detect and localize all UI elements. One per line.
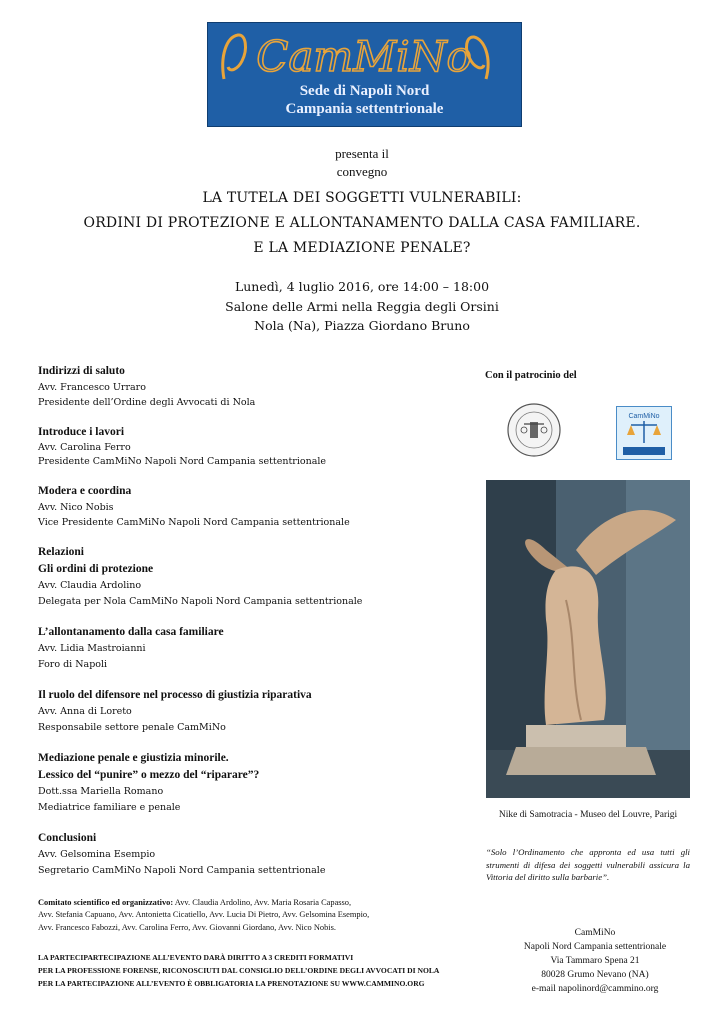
program-speaker: Dott.ssa Mariella Romano [38, 786, 164, 797]
program-heading: L’allontanamento dalla casa familiare [38, 626, 224, 638]
committee-label: Comitato scientifico ed organizzativo: [38, 898, 174, 907]
program-speaker: Avv. Lidia Mastroianni [38, 643, 146, 654]
header-banner [207, 22, 522, 127]
intro-line-2: convegno [336, 164, 388, 179]
program-speaker: Avv. Anna di Loreto [38, 706, 132, 717]
committee-members-1: Avv. Claudia Ardolino, Avv. Maria Rosaria Capasso, [174, 898, 352, 907]
title-line-1: LA TUTELA DEI SOGGETTI VULNERABILI: [202, 190, 522, 206]
program-speaker: Avv. Nico Nobis [38, 502, 114, 513]
program-speaker: Avv. Carolina Ferro [38, 442, 131, 453]
program-subheading: Lessico del “punire” o mezzo del “riparare”? [38, 769, 260, 781]
contact-org: CamMiNo [574, 928, 616, 938]
program-speaker: Avv. Francesco Urraro [38, 382, 146, 393]
cammino-logo [216, 27, 512, 85]
contact-email: e-mail napolinord@cammino.org [531, 984, 659, 994]
patronage-label: Con il patrocinio del [485, 370, 577, 381]
photo-caption: Nike di Samotracia - Museo del Louvre, Parigi [498, 810, 678, 820]
logo-text: CamMiNo [256, 32, 472, 81]
intro-line-1: presenta il [335, 146, 389, 161]
committee-members-3: Avv. Francesco Fabozzi, Avv. Carolina Ferro, Avv. Giovanni Giordano, Avv. Nico Nobis. [38, 922, 336, 932]
banner-line-1: Sede di Napoli Nord [299, 83, 430, 99]
title-line-3: E LA MEDIAZIONE PENALE? [253, 240, 471, 256]
program-role: Presidente dell’Ordine degli Avvocati di Nola [38, 397, 256, 408]
event-date: Lunedì, 4 luglio 2016, ore 14:00 – 18:00 [234, 279, 490, 294]
program-role: Delegata per Nola CamMiNo Napoli Nord Campania settentrionale [38, 596, 363, 607]
program-speaker: Avv. Claudia Ardolino [38, 580, 142, 591]
program-role: Mediatrice familiare e penale [38, 802, 181, 813]
program-role: Responsabile settore penale CamMiNo [38, 722, 226, 733]
program-role: Foro di Napoli [38, 659, 108, 670]
nike-of-samothrace-photo [486, 480, 690, 798]
program-subheading: Gli ordini di protezione [38, 563, 154, 575]
footer-credits-line-1: LA PARTECIPARTECIPAZIONE ALL’EVENTO DARÀ DIRITTO A 3 CREDITI FORMATIVI [38, 953, 354, 962]
committee-block [38, 897, 458, 934]
program-heading: Il ruolo del difensore nel processo di giustizia riparativa [38, 689, 312, 701]
program-heading: Relazioni [38, 546, 84, 558]
program-heading: Conclusioni [38, 832, 97, 844]
scales-icon [617, 407, 671, 459]
program-heading: Indirizzi di saluto [38, 365, 125, 377]
small-logo-text: CamMiNo [628, 413, 660, 420]
program-role: Presidente CamMiNo Napoli Nord Campania settentrionale [38, 456, 327, 467]
title-line-2: ORDINI DI PROTEZIONE E ALLONTANAMENTO DALLA CASA FAMILIARE. [83, 215, 641, 231]
program-role: Segretario CamMiNo Napoli Nord Campania settentrionale [38, 865, 326, 876]
program-heading: Introduce i lavori [38, 426, 125, 438]
program-role: Vice Presidente CamMiNo Napoli Nord Campania settentrionale [38, 517, 350, 528]
footer-booking-line: PER LA PARTECIPAZIONE ALL’EVENTO È OBBLIGATORIA LA PRENOTAZIONE SU WWW.CAMMINO.ORG [38, 979, 425, 988]
cammino-logo-small [616, 406, 672, 460]
contact-city: 80028 Grumo Nevano (NA) [541, 970, 649, 980]
quote-text: “Solo l’Ordinamento che appronta ed usa tutti gli strumenti di difesa dei soggetti vulnerabili assicura la Vittoria del diritto sulla barbarie”. [486, 847, 690, 882]
program-heading: Modera e coordina [38, 485, 132, 497]
contact-branch: Napoli Nord Campania settentrionale [523, 942, 667, 952]
bar-association-seal [506, 400, 562, 460]
program-speaker: Avv. Gelsomina Esempio [38, 849, 156, 860]
committee-members-2: Avv. Stefania Capuano, Avv. Antonietta Cicatiello, Avv. Lucia Di Pietro, Avv. Gelsomina Esempio, [38, 910, 370, 920]
event-venue: Salone delle Armi nella Reggia degli Orsini [225, 299, 499, 314]
banner-line-2: Campania settentrionale [285, 101, 444, 117]
contact-street: Via Tammaro Spena 21 [550, 956, 640, 966]
program-heading: Mediazione penale e giustizia minorile. [38, 752, 229, 764]
event-place: Nola (Na), Piazza Giordano Bruno [254, 318, 470, 333]
footer-credits-line-2: PER LA PROFESSIONE FORENSE, RICONOSCIUTI DAL CONSIGLIO DELL’ORDINE DEGLI AVVOCATI DI NOLA [38, 966, 440, 975]
